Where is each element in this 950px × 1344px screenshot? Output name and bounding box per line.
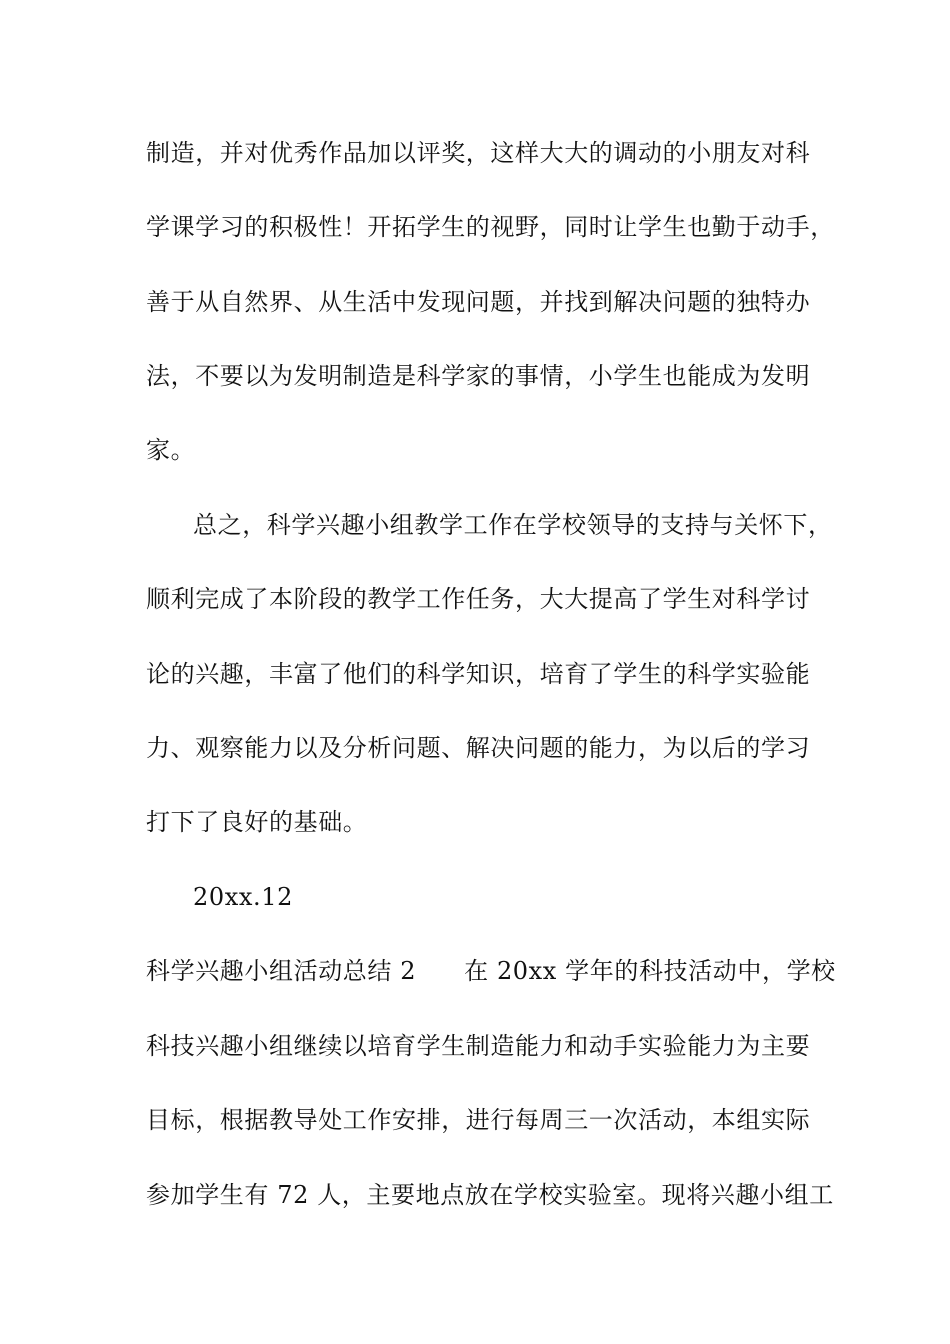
text-line: 顺利完成了本阶段的教学工作任务，大大提高了学生对科学讨: [146, 585, 811, 613]
text-line: 善于从自然界、从生活中发现问题，并找到解决问题的独特办: [146, 288, 811, 316]
text-line: 论的兴趣，丰富了他们的科学知识，培育了学生的科学实验能: [146, 660, 811, 688]
paragraph-start-text: 在 20xx 学年的科技活动中，学校: [464, 957, 836, 985]
text-line: 参加学生有 72 人，主要地点放在学校实验室。现将兴趣小组工: [146, 1181, 834, 1209]
text-line: 打下了良好的基础。: [146, 808, 368, 836]
section-heading-line: [146, 956, 836, 986]
section-heading: 科学兴趣小组活动总结 2: [146, 957, 417, 985]
text-line: 科技兴趣小组继续以培育学生制造能力和动手实验能力为主要: [146, 1032, 811, 1060]
text-line: 法，不要以为发明制造是科学家的事情，小学生也能成为发明: [146, 362, 811, 390]
text-line: 目标，根据教导处工作安排，进行每周三一次活动，本组实际: [146, 1106, 811, 1134]
text-line: 家。: [146, 436, 196, 464]
date-line: 20xx.12: [193, 883, 293, 911]
paragraph-start-line: 总之，科学兴趣小组教学工作在学校领导的支持与关怀下，: [193, 511, 833, 539]
text-line: 制造，并对优秀作品加以评奖，这样大大的调动的小朋友对科: [146, 139, 811, 167]
text-line: 学课学习的积极性！开拓学生的视野，同时让学生也勤于动手，: [146, 213, 835, 241]
text-line: 力、观察能力以及分析问题、解决问题的能力，为以后的学习: [146, 734, 811, 762]
